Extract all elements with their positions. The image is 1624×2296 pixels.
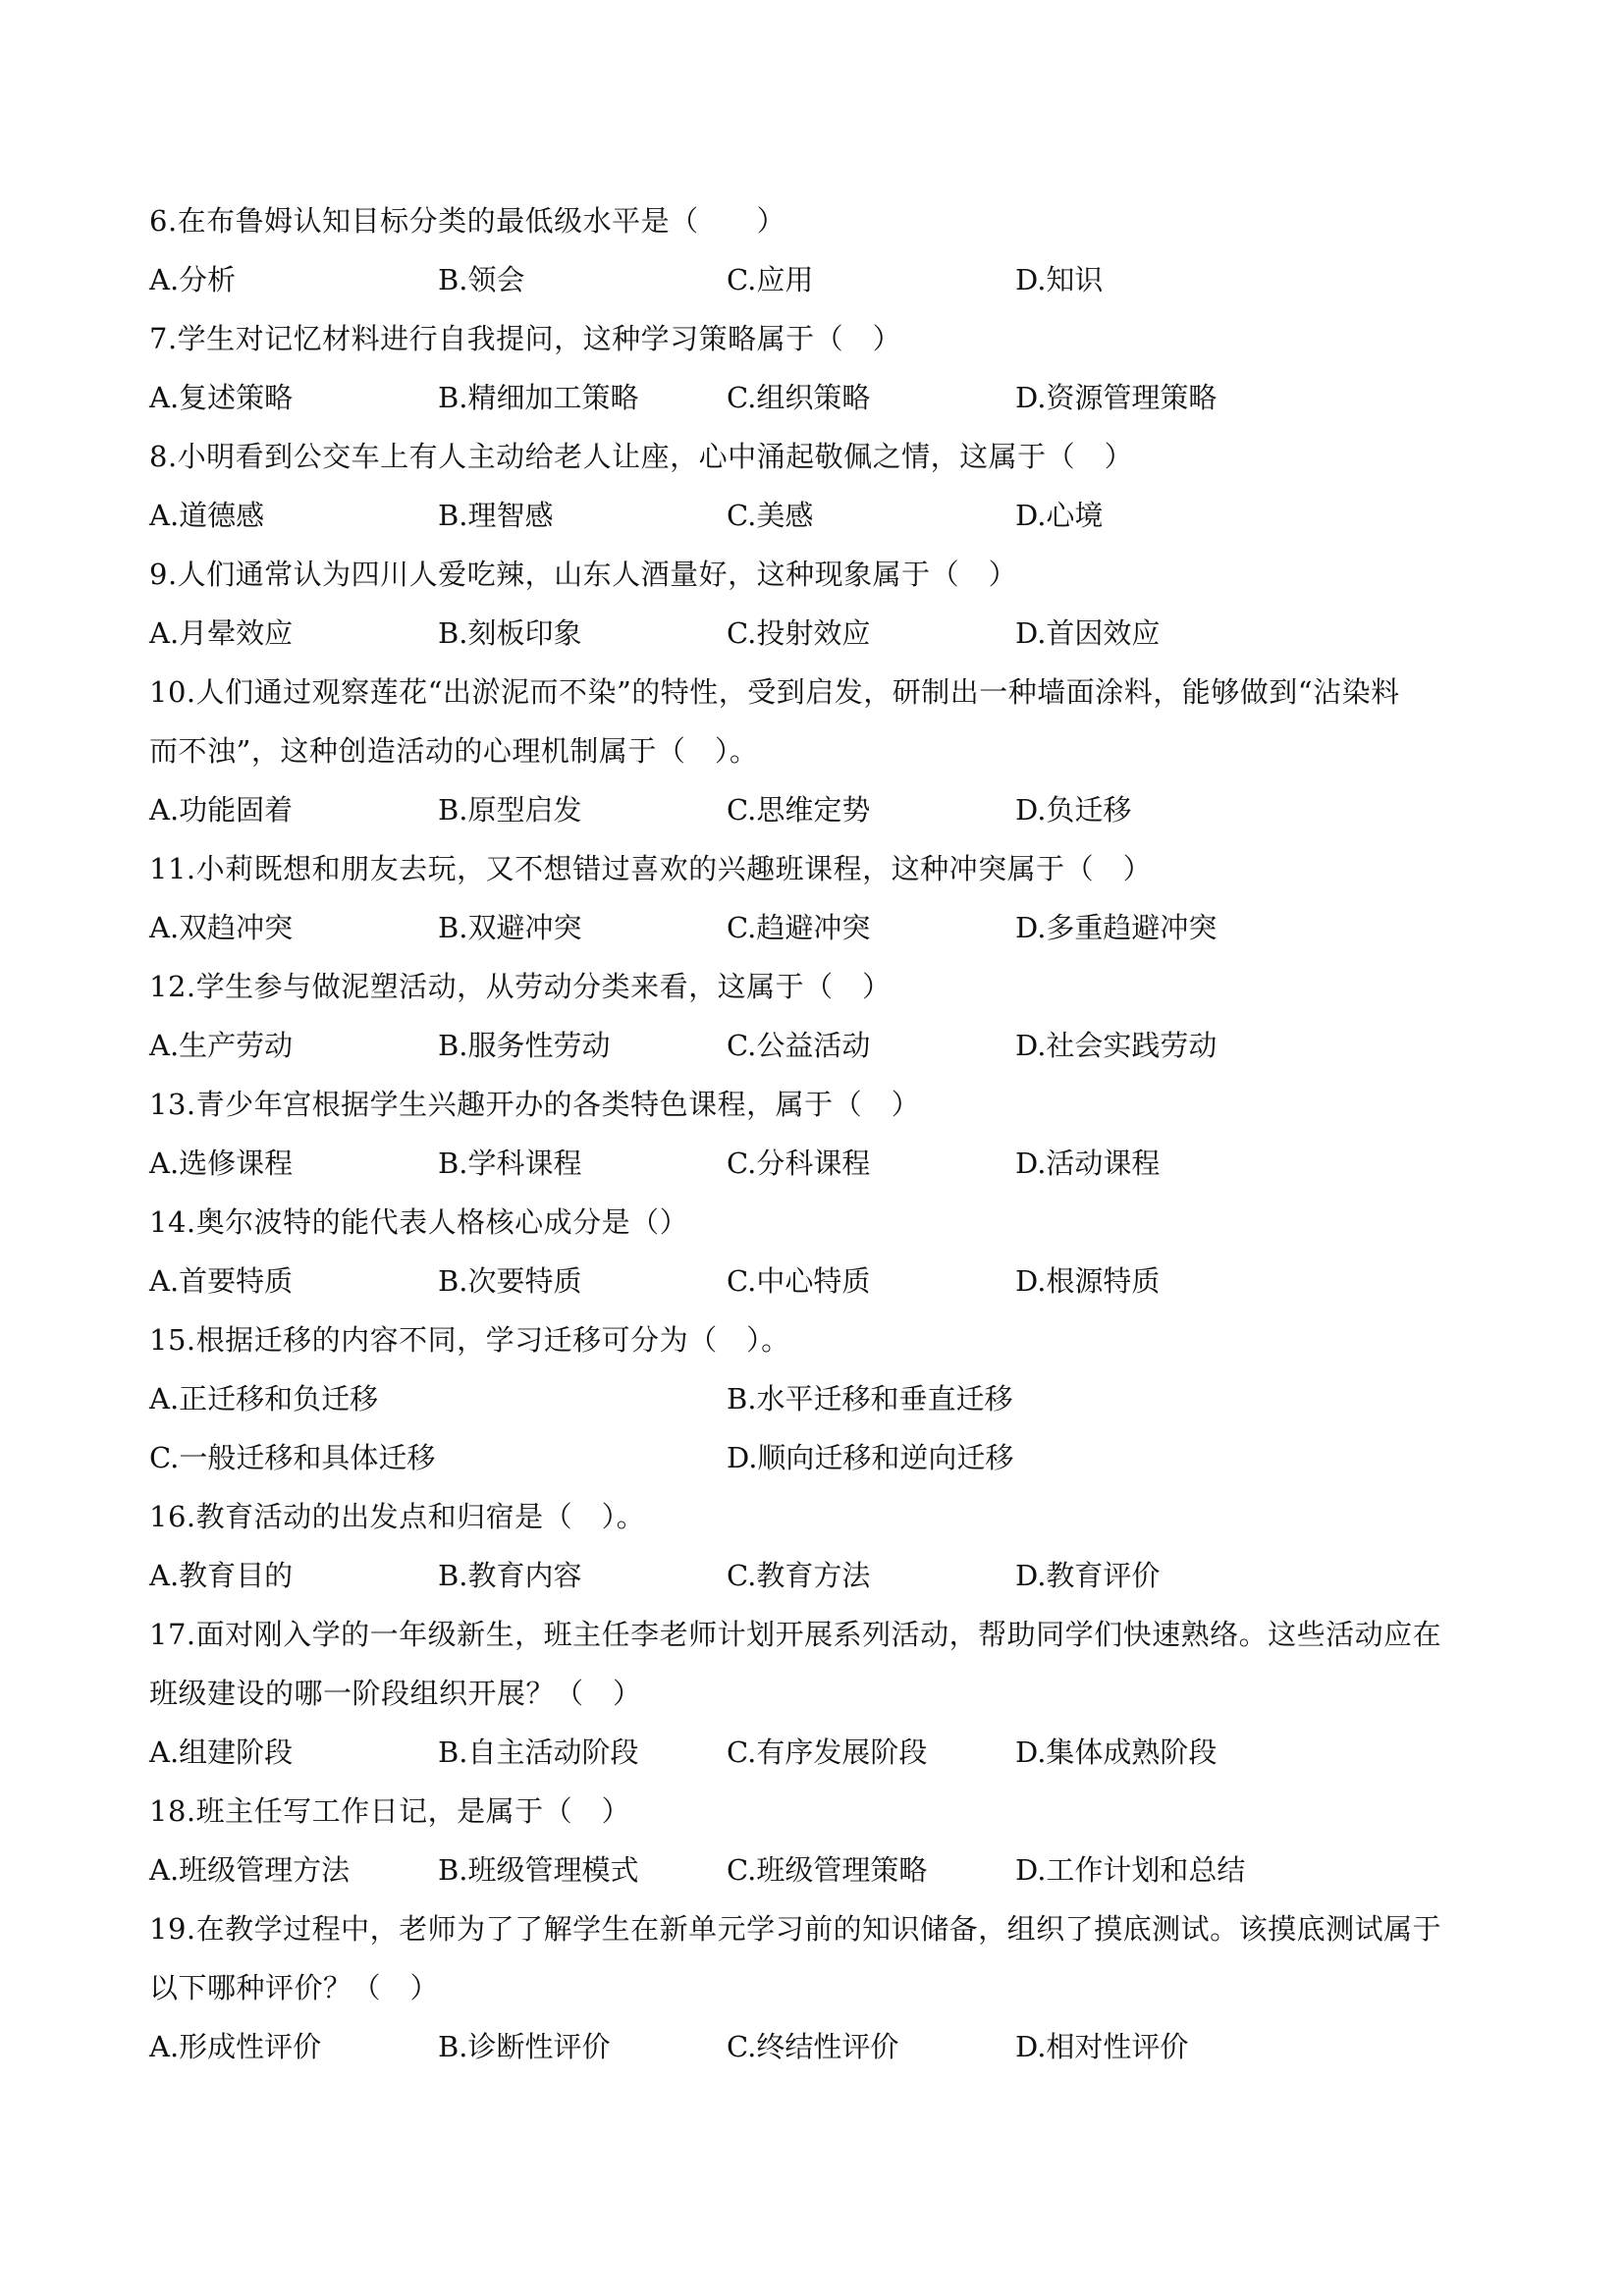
options-row bbox=[149, 1841, 1485, 1899]
answer-option: D.教育评价 bbox=[1015, 1559, 1161, 1592]
question-stem: 13.青少年宫根据学生兴趣开办的各类特色课程，属于（ ） bbox=[149, 1088, 921, 1121]
answer-option: B.诊断性评价 bbox=[438, 2030, 611, 2063]
question-stem: 班级建设的哪一阶段组织开展？（ ） bbox=[149, 1677, 642, 1710]
question-item bbox=[149, 1605, 1485, 1782]
question-stem: 8.小明看到公交车上有人主动给老人让座，心中涌起敬佩之情，这属于（ ） bbox=[149, 440, 1134, 473]
answer-option: B.原型启发 bbox=[438, 793, 582, 827]
answer-option: A.功能固着 bbox=[149, 793, 294, 827]
answer-option: C.投射效应 bbox=[727, 616, 871, 650]
options-row bbox=[149, 486, 1485, 545]
answer-option: D.资源管理策略 bbox=[1015, 381, 1218, 414]
options-row bbox=[149, 898, 1485, 957]
question-item bbox=[149, 957, 1485, 1075]
answer-option: D.心境 bbox=[1015, 499, 1104, 532]
options-row bbox=[149, 604, 1485, 663]
question-list bbox=[149, 191, 1485, 2076]
question-stem: 18.班主任写工作日记，是属于（ ） bbox=[149, 1794, 631, 1828]
answer-option: C.终结性评价 bbox=[727, 2030, 899, 2063]
answer-option: C.思维定势 bbox=[727, 793, 871, 827]
question-item bbox=[149, 1310, 1485, 1487]
options-row bbox=[149, 1369, 1485, 1428]
answer-option: D.根源特质 bbox=[1015, 1264, 1161, 1298]
question-stem: 6.在布鲁姆认知目标分类的最低级水平是（ ） bbox=[149, 204, 786, 238]
question-item bbox=[149, 1075, 1485, 1193]
answer-option: B.服务性劳动 bbox=[438, 1029, 611, 1062]
question-stem: 而不浊”，这种创造活动的心理机制属于（ ）。 bbox=[149, 734, 759, 768]
answer-option: C.公益活动 bbox=[727, 1029, 871, 1062]
question-stem: 12.学生参与做泥塑活动，从劳动分类来看，这属于（ ） bbox=[149, 970, 892, 1003]
answer-option: D.工作计划和总结 bbox=[1015, 1853, 1246, 1887]
answer-option: D.知识 bbox=[1015, 263, 1104, 296]
question-item bbox=[149, 1782, 1485, 1899]
answer-option: A.教育目的 bbox=[149, 1559, 294, 1592]
options-row bbox=[149, 1546, 1485, 1605]
answer-option: D.集体成熟阶段 bbox=[1015, 1735, 1218, 1769]
options-row bbox=[149, 780, 1485, 839]
answer-option: D.活动课程 bbox=[1015, 1147, 1161, 1180]
question-stem: 17.面对刚入学的一年级新生，班主任李老师计划开展系列活动，帮助同学们快速熟络。这些活动应在 bbox=[149, 1618, 1442, 1651]
question-item bbox=[149, 663, 1485, 839]
answer-option: C.一般迁移和具体迁移 bbox=[149, 1441, 436, 1474]
answer-option: A.分析 bbox=[149, 263, 237, 296]
answer-option: A.双趋冲突 bbox=[149, 911, 294, 944]
question-stem: 11.小莉既想和朋友去玩，又不想错过喜欢的兴趣班课程，这种冲突属于（ ） bbox=[149, 852, 1153, 885]
answer-option: D.顺向迁移和逆向迁移 bbox=[727, 1441, 1014, 1474]
question-item bbox=[149, 545, 1485, 663]
answer-option: B.领会 bbox=[438, 263, 525, 296]
question-item bbox=[149, 427, 1485, 545]
answer-option: D.首因效应 bbox=[1015, 616, 1161, 650]
answer-option: B.次要特质 bbox=[438, 1264, 582, 1298]
question-item bbox=[149, 191, 1485, 309]
answer-option: C.有序发展阶段 bbox=[727, 1735, 928, 1769]
answer-option: A.正迁移和负迁移 bbox=[149, 1382, 379, 1415]
answer-option: D.多重趋避冲突 bbox=[1015, 911, 1218, 944]
answer-option: B.学科课程 bbox=[438, 1147, 582, 1180]
question-stem: 16.教育活动的出发点和归宿是（ ）。 bbox=[149, 1500, 646, 1533]
answer-option: B.教育内容 bbox=[438, 1559, 582, 1592]
question-stem: 10.人们通过观察莲花“出淤泥而不染”的特性，受到启发，研制出一种墙面涂料，能够做到“沾染料 bbox=[149, 675, 1400, 709]
question-stem: 9.人们通常认为四川人爱吃辣，山东人酒量好，这种现象属于（ ） bbox=[149, 558, 1018, 591]
options-row bbox=[149, 1016, 1485, 1075]
question-item bbox=[149, 1487, 1485, 1605]
question-stem: 7.学生对记忆材料进行自我提问，这种学习策略属于（ ） bbox=[149, 322, 902, 355]
answer-option: C.组织策略 bbox=[727, 381, 871, 414]
answer-option: A.生产劳动 bbox=[149, 1029, 294, 1062]
answer-option: C.教育方法 bbox=[727, 1559, 871, 1592]
answer-option: D.负迁移 bbox=[1015, 793, 1132, 827]
answer-option: C.趋避冲突 bbox=[727, 911, 871, 944]
options-row bbox=[149, 1252, 1485, 1310]
options-row bbox=[149, 250, 1485, 309]
question-stem: 以下哪种评价？（ ） bbox=[149, 1971, 440, 2004]
answer-option: A.复述策略 bbox=[149, 381, 294, 414]
answer-option: C.美感 bbox=[727, 499, 814, 532]
answer-option: A.班级管理方法 bbox=[149, 1853, 351, 1887]
options-row bbox=[149, 1428, 1485, 1487]
options-row bbox=[149, 2017, 1485, 2076]
question-stem: 19.在教学过程中，老师为了了解学生在新单元学习前的知识储备，组织了摸底测试。该摸底测试属于 bbox=[149, 1912, 1442, 1946]
answer-option: D.相对性评价 bbox=[1015, 2030, 1189, 2063]
answer-option: B.班级管理模式 bbox=[438, 1853, 639, 1887]
answer-option: A.形成性评价 bbox=[149, 2030, 322, 2063]
options-row bbox=[149, 1723, 1485, 1782]
answer-option: B.双避冲突 bbox=[438, 911, 582, 944]
answer-option: A.选修课程 bbox=[149, 1147, 294, 1180]
answer-option: A.道德感 bbox=[149, 499, 265, 532]
question-item bbox=[149, 309, 1485, 427]
answer-option: B.理智感 bbox=[438, 499, 554, 532]
answer-option: D.社会实践劳动 bbox=[1015, 1029, 1218, 1062]
answer-option: B.自主活动阶段 bbox=[438, 1735, 639, 1769]
question-item bbox=[149, 1193, 1485, 1310]
question-item bbox=[149, 1899, 1485, 2076]
answer-option: B.水平迁移和垂直迁移 bbox=[727, 1382, 1013, 1415]
answer-option: C.中心特质 bbox=[727, 1264, 871, 1298]
answer-option: C.班级管理策略 bbox=[727, 1853, 928, 1887]
answer-option: B.精细加工策略 bbox=[438, 381, 639, 414]
answer-option: C.应用 bbox=[727, 263, 814, 296]
question-stem: 14.奥尔波特的能代表人格核心成分是（） bbox=[149, 1205, 689, 1239]
options-row bbox=[149, 1134, 1485, 1193]
answer-option: A.组建阶段 bbox=[149, 1735, 294, 1769]
answer-option: B.刻板印象 bbox=[438, 616, 582, 650]
answer-option: C.分科课程 bbox=[727, 1147, 871, 1180]
question-item bbox=[149, 839, 1485, 957]
question-stem: 15.根据迁移的内容不同，学习迁移可分为（ ）。 bbox=[149, 1323, 790, 1357]
answer-option: A.首要特质 bbox=[149, 1264, 294, 1298]
answer-option: A.月晕效应 bbox=[149, 616, 294, 650]
options-row bbox=[149, 368, 1485, 427]
